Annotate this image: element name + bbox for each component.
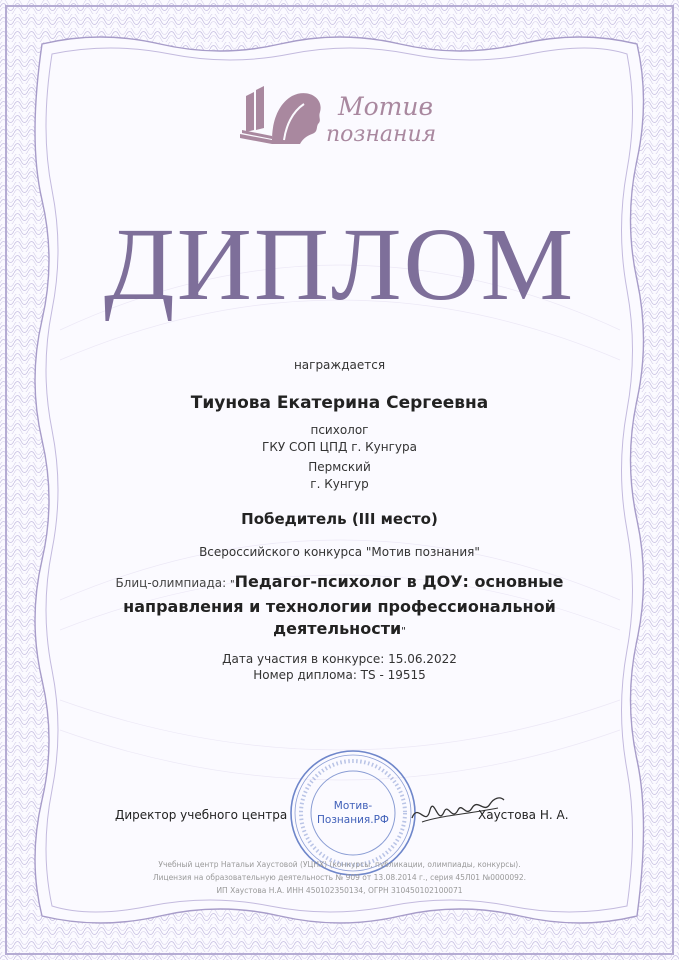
olympiad-line2: направления и технологии профессиональной [123, 597, 556, 616]
recipient-name: Тиунова Екатерина Сергеевна [190, 393, 489, 413]
recipient-organization: ГКУ СОП ЦПД г. Кунгура [262, 440, 417, 454]
award-title: Победитель (III место) [241, 510, 438, 528]
contest-name: Всероссийского конкурса "Мотив познания" [199, 545, 480, 559]
close-quote: " [401, 626, 406, 637]
stamp-text-line1: Мотив- [333, 800, 373, 812]
recipient-city: г. Кунгур [310, 477, 369, 491]
logo-wordmark-line1: Мотив [338, 92, 434, 121]
footer-line1: Учебный центр Натальи Хаустовой (УЦНХ) (конкурсы, публикации, олимпиады, конкурсы). [158, 860, 521, 869]
footer-line2: Лицензия на образовательную деятельность № 909 от 13.08.2014 г., серия 45Л01 №0000092. [152, 873, 527, 882]
director-label: Директор учебного центра [115, 808, 288, 822]
olympiad-line3: деятельности [273, 619, 402, 638]
diploma-number: Номер диплома: TS - 19515 [253, 668, 426, 682]
diploma-title: ДИПЛОМ [103, 207, 576, 322]
olympiad-prefix: Блиц-олимпиада: [115, 576, 231, 590]
footer-line3: ИП Хаустова Н.А. ИНН 450102350134, ОГРН 310450102100071 [216, 886, 463, 895]
recipient-region: Пермский [308, 460, 371, 474]
stamp-text-line2: Познания.РФ [317, 814, 389, 826]
olympiad-title [60, 571, 619, 643]
participation-date: Дата участия в конкурсе: 15.06.2022 [222, 652, 457, 666]
olympiad-line1: Педагог-психолог в ДОУ: основные [234, 572, 564, 591]
logo-wordmark-line2: познания [326, 122, 437, 147]
open-quote: " [230, 579, 235, 590]
director-name: Хаустова Н. А. [478, 808, 569, 822]
recipient-position: психолог [310, 423, 369, 437]
awarded-label: награждается [293, 358, 386, 372]
